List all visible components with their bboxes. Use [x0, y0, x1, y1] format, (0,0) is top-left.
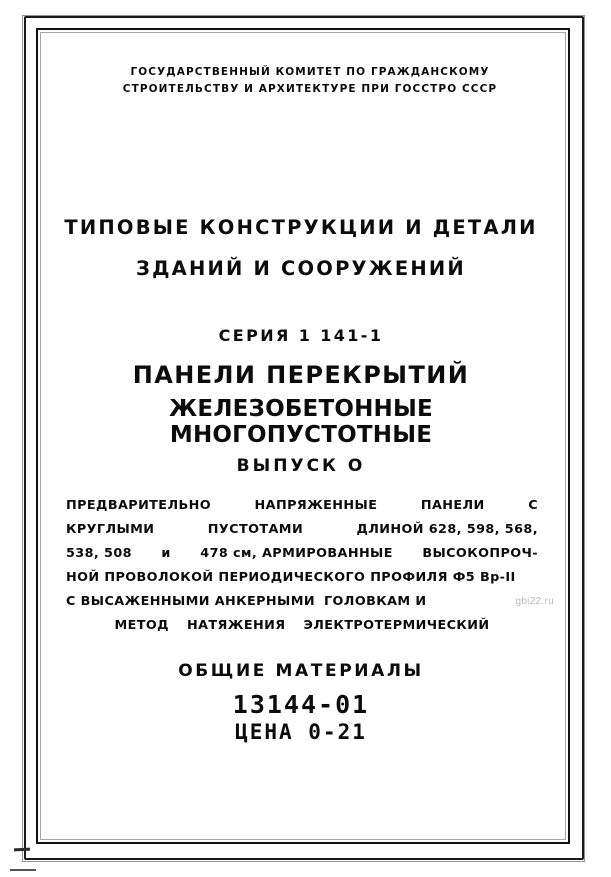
description-segment: ПРЕДВАРИТЕЛЬНО: [66, 498, 212, 513]
description-segment: 538, 508: [66, 546, 132, 561]
scan-artifact: [10, 869, 36, 871]
document-content: [46, 36, 556, 832]
organization-line-1: ГОСУДАРСТВЕННЫЙ КОМИТЕТ ПО ГРАЖДАНСКОМУ: [130, 66, 490, 78]
description-block: [66, 494, 538, 638]
main-title-line-1: ПАНЕЛИ ПЕРЕКРЫТИЙ: [132, 361, 470, 389]
description-segment: КРУГЛЫМИ: [66, 522, 155, 537]
description-segment: ЭЛЕКТРОТЕРМИЧЕСКИЙ: [303, 618, 490, 633]
description-segment: ПАНЕЛИ: [420, 498, 485, 513]
description-segment: МЕТОД: [114, 618, 169, 633]
description-segment: 478 см, АРМИРОВАННЫЕ: [200, 546, 393, 561]
main-title: [46, 361, 556, 448]
description-segment: НАТЯЖЕНИЯ: [186, 618, 286, 633]
title-block: [46, 216, 556, 280]
description-segment: НОЙ ПРОВОЛОКОЙ ПЕРИОДИЧЕСКОГО ПРОФИЛЯ Ф5 Вр-II: [66, 570, 516, 585]
document-price: ЦЕНА 0-21: [235, 720, 367, 744]
description-line: [66, 542, 538, 566]
title-line-2: ЗДАНИЙ И СООРУЖЕНИЙ: [136, 257, 466, 280]
description-segment: и: [161, 546, 171, 561]
document-code: 13144-01: [232, 690, 370, 719]
description-segment: С: [528, 498, 538, 513]
issue-label: ВЫПУСК О: [236, 456, 366, 476]
section-label: ОБЩИЕ МАТЕРИАЛЫ: [178, 661, 424, 681]
description-line: [66, 518, 538, 542]
organization-header: [90, 64, 530, 98]
description-segment: ВЫСОКОПРОЧ-: [422, 546, 538, 561]
description-line: [66, 494, 538, 518]
description-segment: С ВЫСАЖЕННЫМИ АНКЕРНЫМИ: [66, 594, 315, 609]
main-title-line-2: ЖЕЛЕЗОБЕТОННЫЕ МНОГОПУСТОТНЫЕ: [169, 396, 433, 448]
description-segment: ДЛИНОЙ 628, 598, 568,: [356, 522, 538, 537]
description-line: [66, 614, 538, 638]
description-line: [66, 590, 538, 614]
code-block: [46, 691, 556, 745]
organization-line-2: СТРОИТЕЛЬСТВУ И АРХИТЕКТУРЕ ПРИ ГОССТРО СССР: [122, 83, 498, 95]
description-segment: НАПРЯЖЕННЫЕ: [254, 498, 378, 513]
description-segment: ПУСТОТАМИ: [207, 522, 304, 537]
title-line-1: ТИПОВЫЕ КОНСТРУКЦИИ И ДЕТАЛИ: [64, 216, 538, 239]
description-segment: ГОЛОВКАМ И: [323, 594, 427, 609]
watermark: gbi22.ru: [515, 596, 554, 607]
description-line: [66, 566, 538, 590]
series-label: СЕРИЯ 1 141-1: [218, 326, 384, 345]
